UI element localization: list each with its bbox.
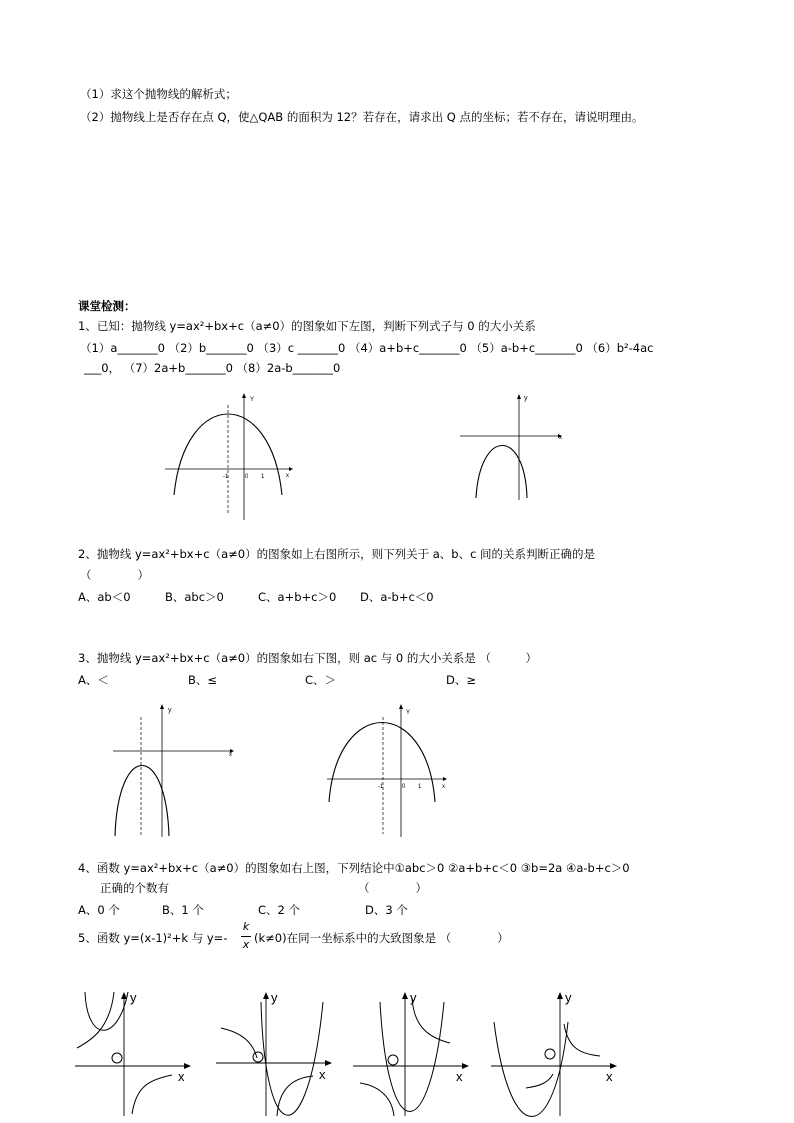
problem-2-option-d: D、a-b+c＜0 bbox=[360, 590, 434, 604]
tick-zero: 0 bbox=[245, 474, 249, 480]
section-title: 课堂检测： bbox=[78, 299, 136, 313]
graph-a-y: y bbox=[130, 990, 137, 1005]
problem-4-question: 正确的个数有 bbox=[100, 881, 169, 895]
fraction-denominator: x bbox=[242, 938, 250, 951]
tick-zero-4: 0 bbox=[402, 784, 406, 790]
tick-one: 1 bbox=[261, 474, 265, 480]
y-axis-label-2: y bbox=[524, 395, 528, 402]
problem-3-option-b: B、≤ bbox=[188, 673, 218, 687]
problem-3-option-d: D、≥ bbox=[446, 673, 476, 687]
problem-4-option-d: D、3 个 bbox=[365, 903, 408, 917]
problem-3-stem: 3、抛物线 y=ax²+bx+c（a≠0）的图象如右下图，则 ac 与 0 的大小关系是 （ ） bbox=[78, 651, 538, 665]
problem-4-option-b: B、1 个 bbox=[162, 903, 204, 917]
graph-option-b bbox=[213, 988, 338, 1118]
x-axis-label-3: x bbox=[229, 752, 232, 758]
problem-1-items-cont: ___0， （7）2a+b_______0 （8）2a-b_______0 bbox=[84, 361, 341, 375]
tick-neg-one: -1 bbox=[223, 474, 229, 480]
problem-3-option-c: C、＞ bbox=[305, 673, 337, 687]
fraction-numerator: k bbox=[242, 920, 250, 933]
y-axis-label: Y bbox=[250, 397, 255, 403]
problem-3-option-a: A、＜ bbox=[78, 673, 109, 687]
x-axis-label: x bbox=[286, 473, 289, 479]
problem-2-answer-paren: （ ） bbox=[80, 568, 149, 582]
problem-4-answer-paren: （ ） bbox=[358, 881, 427, 895]
problem-5-suffix: (k≠0)在同一坐标系中的大致图象是 （ ） bbox=[254, 931, 509, 945]
question-part-2: （2）抛物线上是否存在点 Q，使△QAB 的面积为 12？若存在，请求出 Q 点的坐标；若不存在，请说明理由。 bbox=[80, 110, 644, 124]
problem-5-prefix bbox=[78, 930, 227, 946]
y-axis-label-3: y bbox=[168, 707, 172, 714]
graph-option-d bbox=[488, 988, 623, 1118]
problem-4-option-a: A、0 个 bbox=[78, 903, 120, 917]
graph-c-x: x bbox=[456, 1069, 463, 1084]
problem-2-stem: 2、抛物线 y=ax²+bx+c（a≠0）的图象如上右图所示，则下列关于 a、b、c 间的关系判断正确的是 bbox=[78, 547, 596, 561]
y-axis-label-4: Y bbox=[406, 710, 411, 716]
graph-b-x: x bbox=[319, 1067, 326, 1082]
graph-option-c bbox=[350, 988, 475, 1118]
tick-neg-one-4: -1 bbox=[378, 784, 384, 790]
graph-parabola-1 bbox=[165, 385, 300, 525]
problem-1-items: （1）a_______0 （2）b_______0 （3）c _______0 （4）a+b+c_______0 （5）a-b+c_______0 （6）b²-4ac bbox=[80, 341, 654, 355]
problem-4-stem: 4、函数 y=ax²+bx+c（a≠0）的图象如右上图，下列结论中①abc＞0 ②a+b+c＜0 ③b=2a ④a-b+c＞0 bbox=[78, 861, 630, 875]
graph-c-y: y bbox=[410, 990, 417, 1005]
graph-b-y: y bbox=[271, 990, 278, 1005]
fraction-bar bbox=[241, 936, 251, 937]
x-axis-label-2: x bbox=[559, 435, 562, 441]
graph-parabola-2 bbox=[455, 388, 575, 503]
problem-2-option-c: C、a+b+c＞0 bbox=[258, 590, 337, 604]
problem-1-stem: 1、已知：抛物线 y=ax²+bx+c（a≠0）的图象如下左图，判断下列式子与 0 的大小关系 bbox=[78, 319, 536, 333]
problem-2-option-b: B、abc＞0 bbox=[165, 590, 224, 604]
graph-d-x: x bbox=[606, 1069, 613, 1084]
graph-option-a bbox=[72, 988, 197, 1118]
question-part-1: （1）求这个抛物线的解析式； bbox=[80, 87, 237, 101]
x-axis-label-4: x bbox=[442, 784, 445, 790]
problem-5-prefix-text: 5、函数 y=(x-1)²+k 与 y=- bbox=[78, 931, 228, 945]
problem-4-option-c: C、2 个 bbox=[258, 903, 301, 917]
graph-a-x: x bbox=[178, 1069, 185, 1084]
tick-one-4: 1 bbox=[418, 784, 422, 790]
graph-parabola-4 bbox=[325, 702, 460, 842]
graph-d-y: y bbox=[565, 990, 572, 1005]
graph-parabola-3 bbox=[108, 702, 243, 842]
problem-2-option-a: A、ab＜0 bbox=[78, 590, 131, 604]
